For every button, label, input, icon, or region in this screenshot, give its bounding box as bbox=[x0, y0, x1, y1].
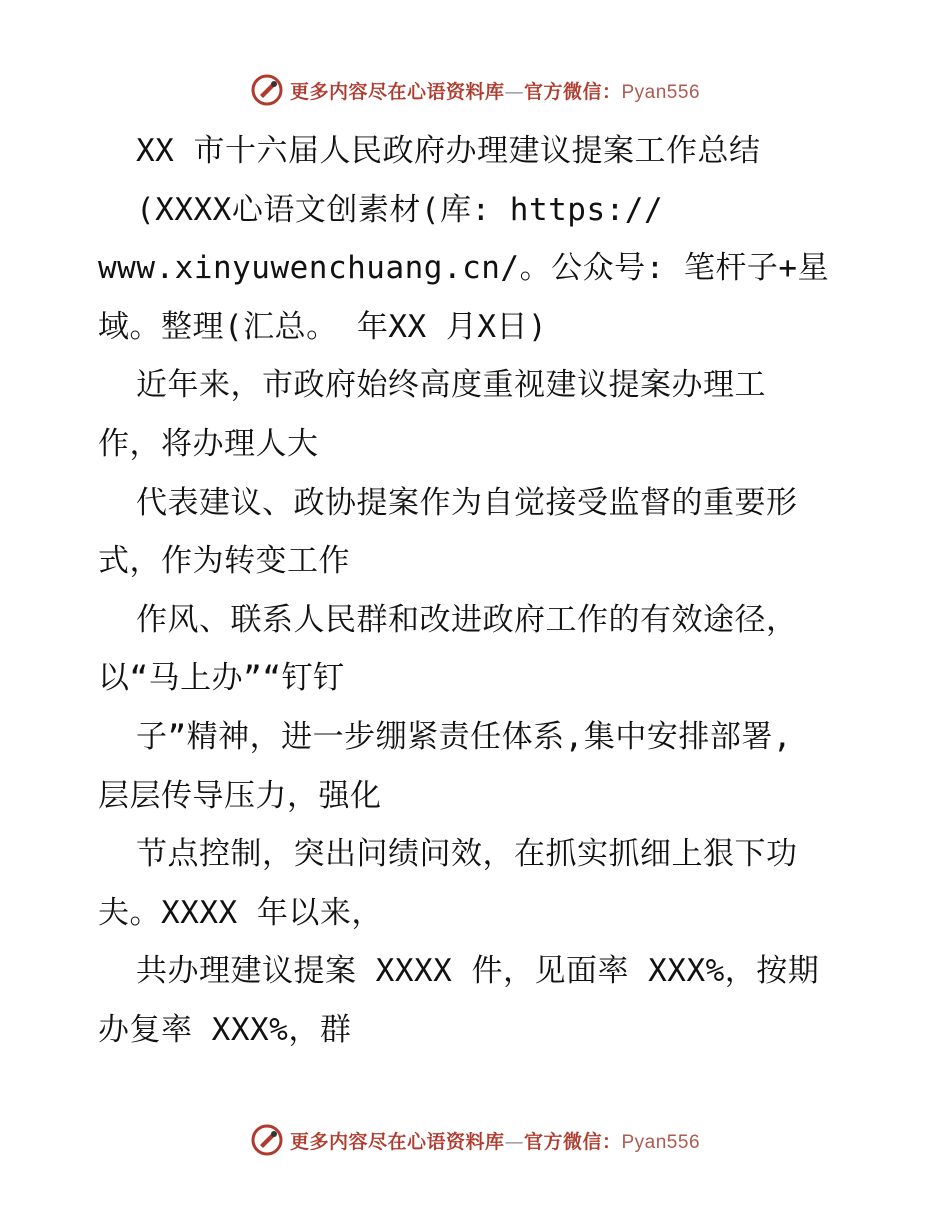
document-line: 域。整理(汇总。 年XX 月X日) bbox=[98, 308, 548, 345]
banner-text bbox=[290, 1127, 700, 1154]
document-line: (XXXX心语文创素材(库: https:// bbox=[136, 191, 664, 228]
document-line: www.xinyuwenchuang.cn/。公众号: 笔杆子+星 bbox=[98, 250, 830, 287]
document-line: 共办理建议提案 XXXX 件，见面率 XXX%，按期 bbox=[136, 953, 820, 990]
document-line: 以“马上办”“钉钉 bbox=[98, 660, 345, 697]
document-line: 办复率 XXX%，群 bbox=[98, 1011, 352, 1048]
footer-banner bbox=[0, 1120, 950, 1160]
document-body bbox=[98, 122, 868, 1060]
banner-text bbox=[290, 77, 700, 104]
banner-wechat-label: 官方微信： bbox=[523, 1130, 622, 1153]
document-line: XX 市十六届人民政府办理建议提案工作总结 bbox=[136, 133, 761, 169]
document-line: 代表建议、政协提案作为自觉接受监督的重要形 bbox=[136, 484, 798, 521]
brand-logo-icon bbox=[250, 73, 284, 107]
header-banner bbox=[0, 70, 950, 110]
document-line: 作，将办理人大 bbox=[98, 425, 319, 462]
banner-main-text: 更多内容尽在心语资料库 bbox=[289, 1130, 505, 1153]
document-line: 层层传导压力，强化 bbox=[98, 777, 382, 814]
brand-logo-icon bbox=[250, 1123, 284, 1157]
banner-wechat-label: 官方微信： bbox=[523, 80, 622, 103]
banner-dash: — bbox=[504, 1130, 524, 1153]
document-line: 夫。XXXX 年以来， bbox=[98, 894, 383, 931]
document-line: 节点控制，突出问绩问效，在抓实抓细上狠下功 bbox=[136, 836, 798, 873]
document-line: 作风、联系人民群和改进政府工作的有效途径， bbox=[136, 601, 798, 638]
banner-wechat-id: Pyan556 bbox=[621, 1131, 701, 1153]
document-line: 近年来，市政府始终高度重视建议提案办理工 bbox=[136, 367, 766, 404]
banner-main-text: 更多内容尽在心语资料库 bbox=[289, 80, 505, 103]
banner-dash: — bbox=[504, 80, 524, 103]
document-line: 式，作为转变工作 bbox=[98, 543, 350, 580]
document-line: 子”精神，进一步绷紧责任体系,集中安排部署, bbox=[136, 718, 792, 755]
banner-wechat-id: Pyan556 bbox=[621, 81, 701, 103]
